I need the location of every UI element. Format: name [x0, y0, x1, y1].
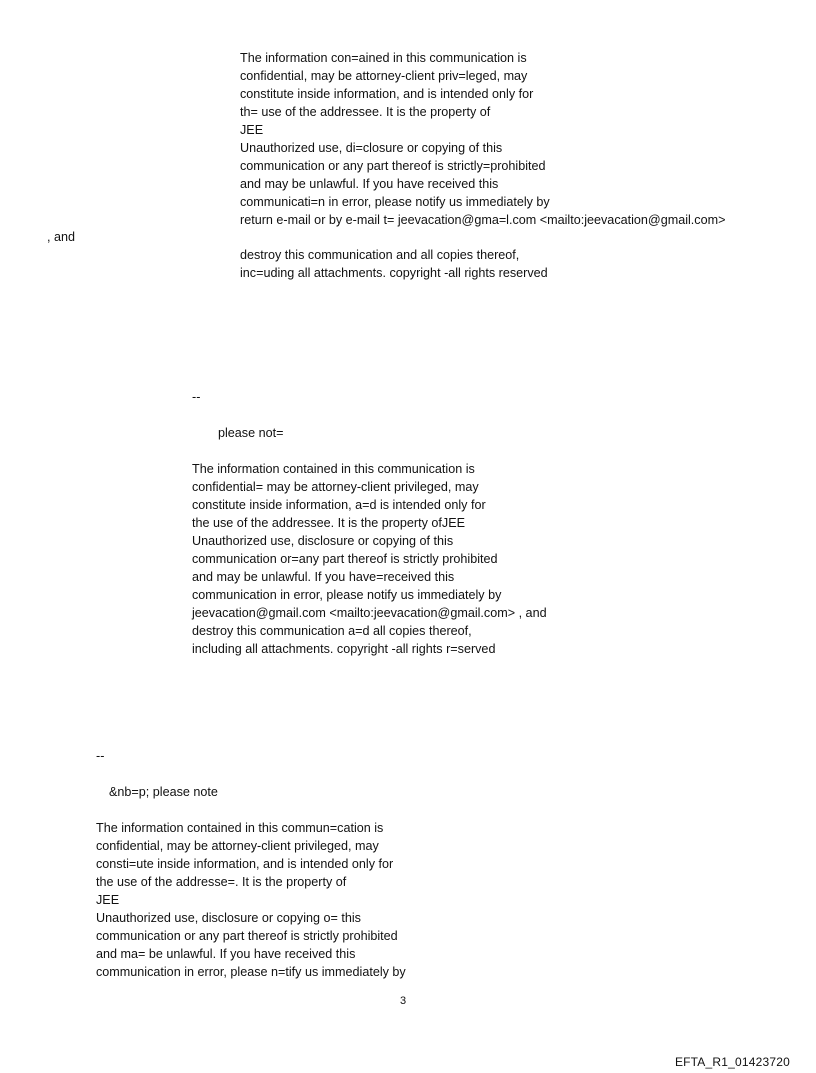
- disclaimer-line: communication or any part thereof is strictly prohibited: [96, 929, 398, 943]
- disclaimer-line: communication in error, please n=tify us immediately by: [96, 965, 406, 979]
- disclaimer-line: including all attachments. copyright -all rights r=served: [192, 642, 496, 656]
- disclaimer-line: destroy this communication a=d all copies thereof,: [192, 624, 472, 638]
- disclaimer-line: The information con=ained in this communication is: [240, 51, 527, 65]
- disclaimer-line: communication in error, please notify us immediately by: [192, 588, 502, 602]
- disclaimer-line: inc=uding all attachments. copyright -all rights reserved: [240, 266, 548, 280]
- disclaimer-line: communication or any part thereof is strictly=prohibited: [240, 159, 546, 173]
- disclaimer-line: constitute inside information, a=d is intended only for: [192, 498, 486, 512]
- disclaimer-block-1-tail: [240, 246, 548, 282]
- disclaimer-line: Unauthorized use, disclosure or copying o= this: [96, 911, 361, 925]
- disclaimer-line: and may be unlawful. If you have received this: [240, 177, 499, 191]
- disclaimer-block-2: [192, 460, 547, 658]
- note-text: &nb=p; please note: [109, 785, 218, 799]
- disclaimer-line: the use of the addresse=. It is the property of: [96, 875, 347, 889]
- disclaimer-line: The information contained in this communication is: [192, 462, 475, 476]
- note-text: please not=: [218, 426, 284, 440]
- disclaimer-line: and ma= be unlawful. If you have received this: [96, 947, 356, 961]
- disclaimer-line: confidential, may be attorney-client priv=leged, may: [240, 69, 528, 83]
- disclaimer-line: Unauthorized use, di=closure or copying of this: [240, 141, 503, 155]
- disclaimer-line: Unauthorized use, disclosure or copying of this: [192, 534, 454, 548]
- disclaimer-line: JEE: [96, 893, 120, 907]
- document-id: EFTA_R1_01423720: [674, 1055, 790, 1069]
- disclaimer-line: jeevacation@gmail.com <mailto:jeevacation@gmail.com> , and: [192, 606, 547, 620]
- disclaimer-line: th= use of the addressee. It is the property of: [240, 105, 491, 119]
- disclaimer-line: confidential, may be attorney-client privileged, may: [96, 839, 379, 853]
- disclaimer-line: the use of the addressee. It is the property ofJEE: [192, 516, 466, 530]
- disclaimer-block-1: [240, 49, 725, 229]
- disclaimer-line: The information contained in this commun=cation is: [96, 821, 384, 835]
- orphan-text: , and: [47, 230, 76, 244]
- disclaimer-line: and may be unlawful. If you have=received this: [192, 570, 455, 584]
- disclaimer-line: JEE: [240, 123, 264, 137]
- disclaimer-line: confidential= may be attorney-client privileged, may: [192, 480, 479, 494]
- disclaimer-line: communication or=any part thereof is strictly prohibited: [192, 552, 498, 566]
- disclaimer-line: return e-mail or by e-mail t= jeevacation@gma=l.com <mailto:jeevacation@gmail.com>: [240, 213, 726, 227]
- disclaimer-line: destroy this communication and all copies thereof,: [240, 248, 520, 262]
- disclaimer-block-3: [96, 819, 406, 981]
- page-number: 3: [400, 995, 407, 1007]
- disclaimer-line: consti=ute inside information, and is intended only for: [96, 857, 394, 871]
- disclaimer-line: constitute inside information, and is intended only for: [240, 87, 534, 101]
- separator: --: [96, 749, 105, 763]
- disclaimer-line: communicati=n in error, please notify us immediately by: [240, 195, 550, 209]
- separator: --: [192, 390, 201, 404]
